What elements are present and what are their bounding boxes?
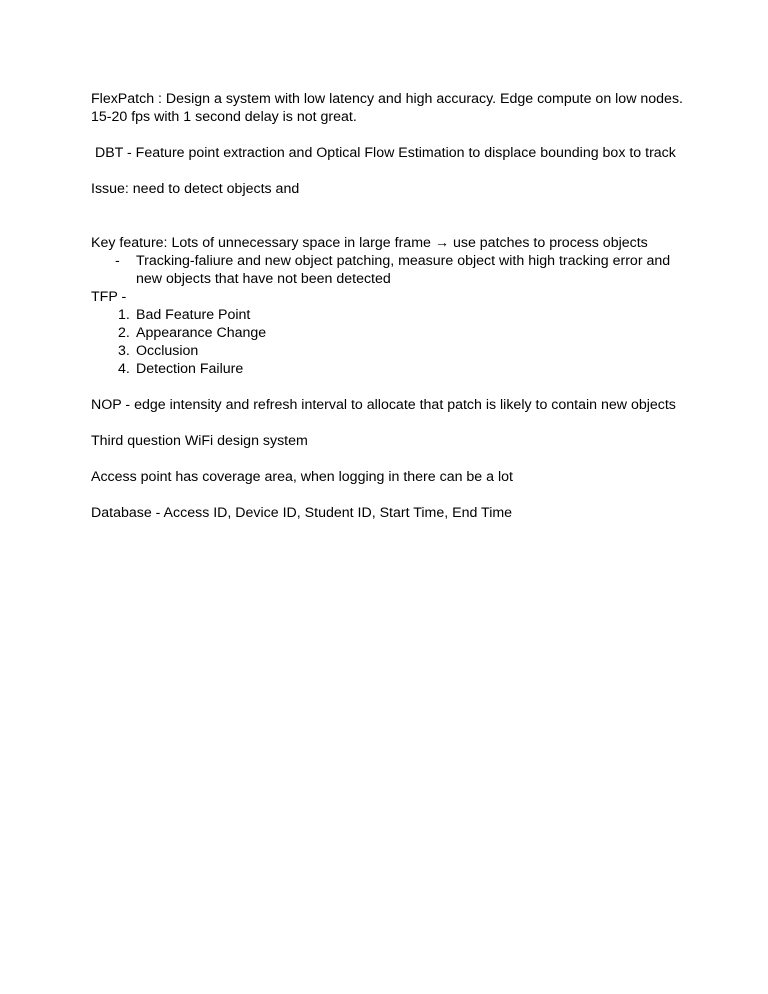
document-body (91, 90, 691, 522)
access-point-paragraph: Access point has coverage area, when logging in there can be a lot (91, 469, 513, 485)
dbt-paragraph: DBT - Feature point extraction and Optical Flow Estimation to displace bounding box to track (91, 145, 676, 161)
issue-paragraph: Issue: need to detect objects and (91, 181, 300, 197)
bullet-line-2: new objects that have not been detected (136, 271, 391, 287)
bullet-line-1: Tracking-faliure and new object patching, measure object with high tracking error and (136, 253, 671, 269)
flexpatch-line-1: FlexPatch : Design a system with low latency and high accuracy. Edge compute on low nodes. (91, 91, 683, 107)
list-item-text: Occlusion (136, 343, 199, 359)
list-item (91, 324, 691, 342)
list-item-text: Bad Feature Point (136, 307, 251, 323)
list-item (91, 360, 691, 378)
tfp-heading: TFP - (91, 289, 127, 305)
list-item (91, 252, 691, 288)
list-number: 2. (118, 325, 130, 341)
database-paragraph: Database - Access ID, Device ID, Student ID, Start Time, End Time (91, 505, 513, 521)
list-number: 1. (118, 307, 130, 323)
list-item (91, 342, 691, 360)
third-question-paragraph: Third question WiFi design system (91, 433, 308, 449)
list-item-text: Appearance Change (136, 325, 267, 341)
key-feature-paragraph: Key feature: Lots of unnecessary space in large frame → use patches to process objects (91, 235, 648, 251)
flexpatch-line-2: 15-20 fps with 1 second delay is not great. (91, 109, 357, 125)
bullet-list (91, 252, 691, 288)
list-item (91, 306, 691, 324)
bullet-marker: - (115, 253, 120, 269)
list-number: 4. (118, 361, 130, 377)
tfp-list (91, 306, 691, 378)
list-number: 3. (118, 343, 130, 359)
list-item-text: Detection Failure (136, 361, 244, 377)
nop-paragraph: NOP - edge intensity and refresh interval to allocate that patch is likely to contain new objects (91, 397, 676, 413)
